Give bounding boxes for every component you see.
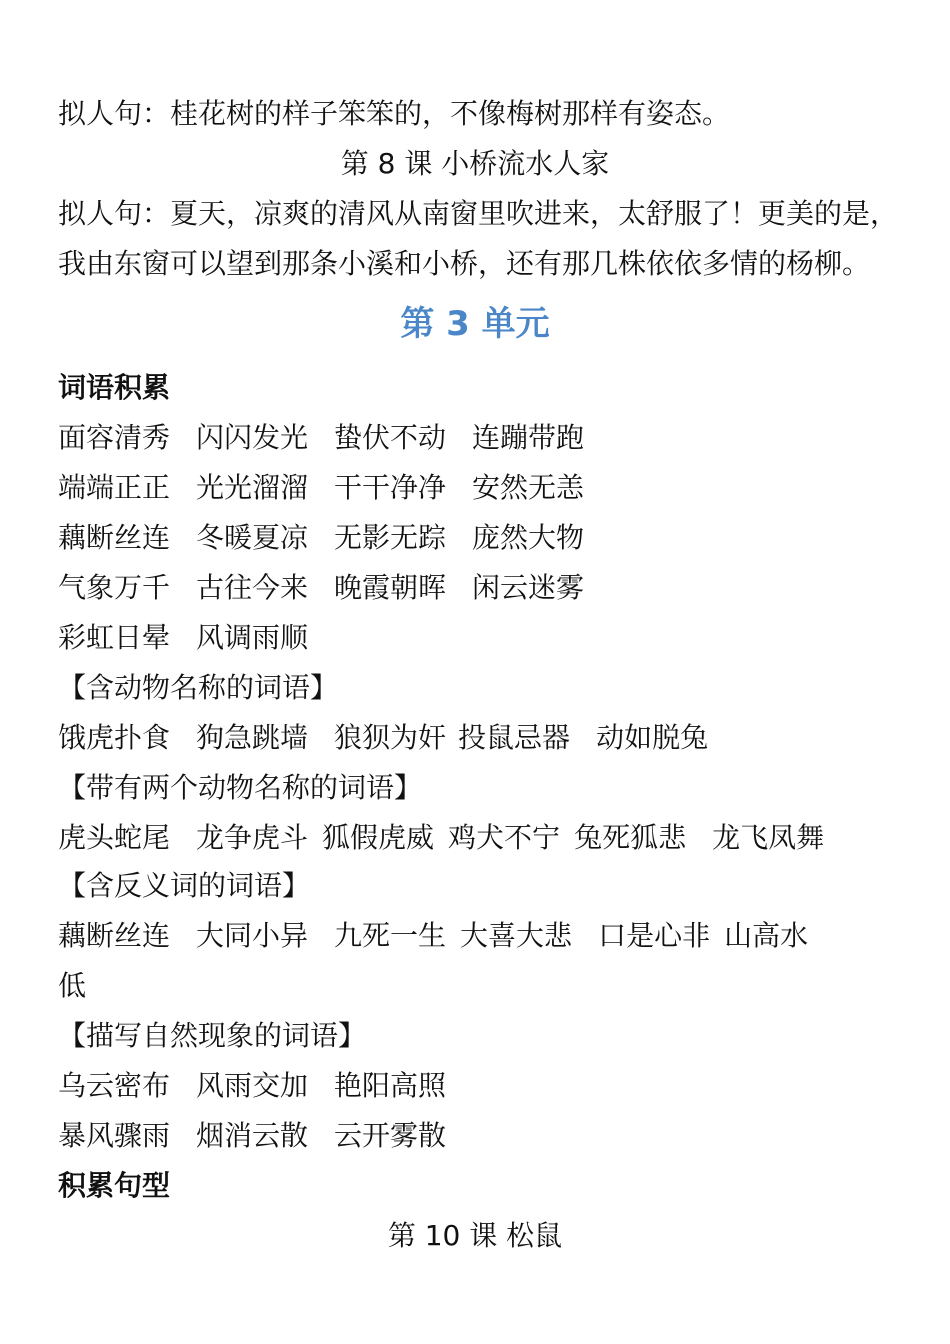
antonym-row (58, 918, 808, 954)
animal-words-row (58, 720, 708, 756)
vocab-word: 庞然大物 (472, 521, 585, 554)
antonym-row-wrap: 低 (58, 969, 87, 1002)
animal-words-heading: 【含动物名称的词语】 (58, 671, 339, 704)
nature-row-1 (58, 1068, 446, 1104)
vocab-word: 面容清秀 (58, 421, 171, 454)
vocab-row-5 (58, 620, 308, 656)
vocab-word: 安然无恙 (472, 471, 585, 504)
unit-title: 第 3 单元 (400, 304, 550, 344)
vocab-row-2 (58, 470, 584, 506)
personification-sentence-2-cont: 我由东窗可以望到那条小溪和小桥，还有那几株依依多情的杨柳。 (58, 247, 871, 280)
vocab-row-4 (58, 570, 584, 606)
vocab-word: 龙争虎斗 (196, 821, 309, 854)
vocab-word: 山高水 (724, 919, 809, 952)
vocab-word: 投鼠忌器 (458, 721, 571, 754)
vocab-word: 狐假虎威 (322, 821, 435, 854)
personification-sentence-1: 拟人句：桂花树的样子笨笨的，不像梅树那样有姿态。 (58, 97, 731, 130)
vocab-word: 兔死狐悲 (574, 821, 687, 854)
nature-row-2 (58, 1118, 446, 1154)
vocab-word: 古往今来 (196, 571, 309, 604)
vocab-word: 闪闪发光 (196, 421, 309, 454)
vocab-word: 暴风骤雨 (58, 1119, 171, 1152)
vocab-word: 冬暖夏凉 (196, 521, 309, 554)
vocab-word: 口是心非 (598, 919, 711, 952)
vocab-word: 气象万千 (58, 571, 171, 604)
vocab-word: 风雨交加 (196, 1069, 309, 1102)
nature-heading: 【描写自然现象的词语】 (58, 1019, 367, 1052)
vocab-word: 闲云迷雾 (472, 571, 585, 604)
vocab-word: 藕断丝连 (58, 919, 171, 952)
vocab-word: 连蹦带跑 (472, 421, 585, 454)
vocab-word: 蛰伏不动 (334, 421, 447, 454)
vocab-word: 藕断丝连 (58, 521, 171, 554)
vocab-word: 大同小异 (196, 919, 309, 952)
sentence-section-title: 积累句型 (58, 1169, 171, 1202)
vocab-word: 虎头蛇尾 (58, 821, 171, 854)
vocab-word: 云开雾散 (334, 1119, 447, 1152)
vocab-word: 端端正正 (58, 471, 171, 504)
vocab-word: 风调雨顺 (196, 621, 309, 654)
vocab-section-title: 词语积累 (58, 371, 171, 404)
vocab-word: 饿虎扑食 (58, 721, 171, 754)
vocab-word: 九死一生 (334, 919, 447, 952)
vocab-word: 乌云密布 (58, 1069, 171, 1102)
vocab-word: 狗急跳墙 (196, 721, 309, 754)
vocab-word: 艳阳高照 (334, 1069, 447, 1102)
lesson-10-title: 第 10 课 松鼠 (387, 1219, 563, 1252)
vocab-word: 烟消云散 (196, 1119, 309, 1152)
vocab-word: 光光溜溜 (196, 471, 309, 504)
vocab-word: 狼狈为奸 (334, 721, 447, 754)
antonym-heading: 【含反义词的词语】 (58, 869, 311, 902)
vocab-word: 龙飞凤舞 (712, 821, 825, 854)
vocab-word: 彩虹日晕 (58, 621, 171, 654)
two-animals-row (58, 820, 824, 856)
vocab-word: 大喜大悲 (460, 919, 573, 952)
lesson-8-title: 第 8 课 小桥流水人家 (340, 147, 610, 180)
vocab-word: 鸡犬不宁 (448, 821, 561, 854)
two-animals-heading: 【带有两个动物名称的词语】 (58, 771, 423, 804)
vocab-word: 无影无踪 (334, 521, 447, 554)
vocab-word: 干干净净 (334, 471, 447, 504)
vocab-row-1 (58, 420, 584, 456)
personification-sentence-2: 拟人句：夏天，凉爽的清风从南窗里吹进来，太舒服了！更美的是， (58, 197, 899, 230)
vocab-row-3 (58, 520, 584, 556)
vocab-word: 晚霞朝晖 (334, 571, 447, 604)
vocab-word: 动如脱兔 (596, 721, 709, 754)
